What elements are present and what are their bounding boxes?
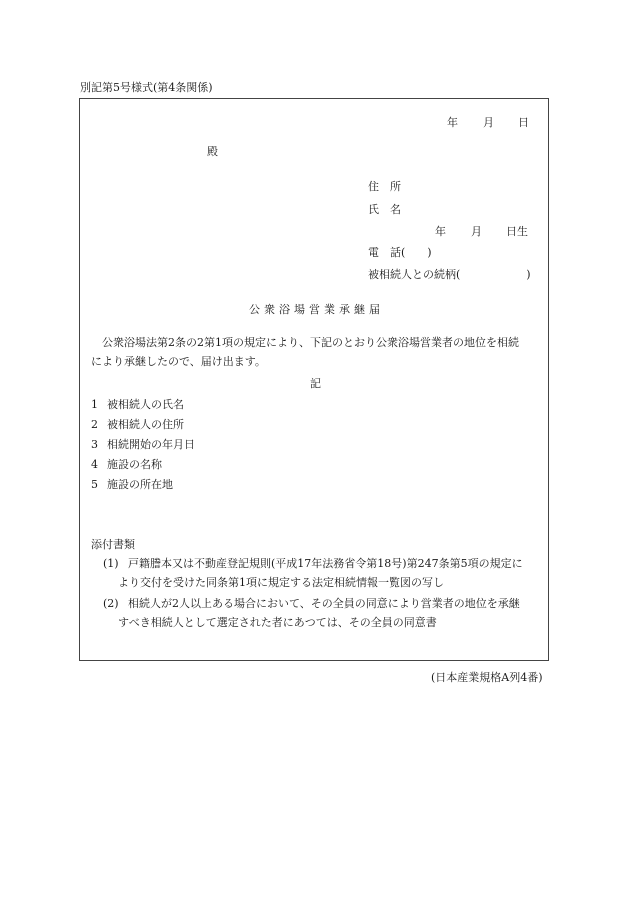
birth-month: 月 xyxy=(471,225,482,238)
attachments-heading: 添付書類 xyxy=(91,538,135,551)
attachment-1-num: (1) xyxy=(103,557,119,570)
attachment-1-line-1: 戸籍謄本又は不動産登記規則(平成17年法務省令第18号)第247条第5項の規定に xyxy=(128,557,523,570)
date-month: 月 xyxy=(483,116,494,129)
item-4-label: 施設の名称 xyxy=(107,458,162,471)
name-label: 氏 名 xyxy=(368,203,401,216)
birth-year: 年 xyxy=(435,225,446,238)
date-day: 日 xyxy=(518,116,529,129)
phone-label: 電 話( ) xyxy=(368,246,432,259)
body-line-2: により承継したので、届け出ます。 xyxy=(91,355,266,368)
addressee-suffix: 殿 xyxy=(207,145,218,158)
attachment-1-line-2: より交付を受けた同条第1項に規定する法定相続情報一覧図の写し xyxy=(118,576,444,589)
item-2-label: 被相続人の住所 xyxy=(107,418,184,431)
item-5-label: 施設の所在地 xyxy=(107,478,173,491)
item-3-num: 3 xyxy=(91,438,98,451)
item-3-label: 相続開始の年月日 xyxy=(107,438,195,451)
attachment-2-num: (2) xyxy=(103,597,119,610)
ki-heading: 記 xyxy=(310,377,321,390)
item-4-num: 4 xyxy=(91,458,98,471)
attachment-2-line-2: すべき相続人として選定された者にあつては、その全員の同意書 xyxy=(118,616,437,629)
item-2-num: 2 xyxy=(91,418,98,431)
item-1-num: 1 xyxy=(91,398,98,411)
attachment-2-line-1: 相続人が2人以上ある場合において、その全員の同意により営業者の地位を承継 xyxy=(128,597,520,610)
date-year: 年 xyxy=(447,116,458,129)
paper-size-note: (日本産業規格A列4番) xyxy=(431,671,543,684)
address-label: 住 所 xyxy=(368,180,401,193)
item-5-num: 5 xyxy=(91,478,98,491)
item-1-label: 被相続人の氏名 xyxy=(107,398,184,411)
relation-label: 被相続人との続柄( ) xyxy=(368,268,531,281)
form-label: 別記第5号様式(第4条関係) xyxy=(80,81,213,94)
body-line-1: 公衆浴場法第2条の2第1項の規定により、下記のとおり公衆浴場営業者の地位を相続 xyxy=(102,336,519,349)
birth-day: 日生 xyxy=(506,225,528,238)
document-title: 公衆浴場営業承継届 xyxy=(249,303,384,316)
